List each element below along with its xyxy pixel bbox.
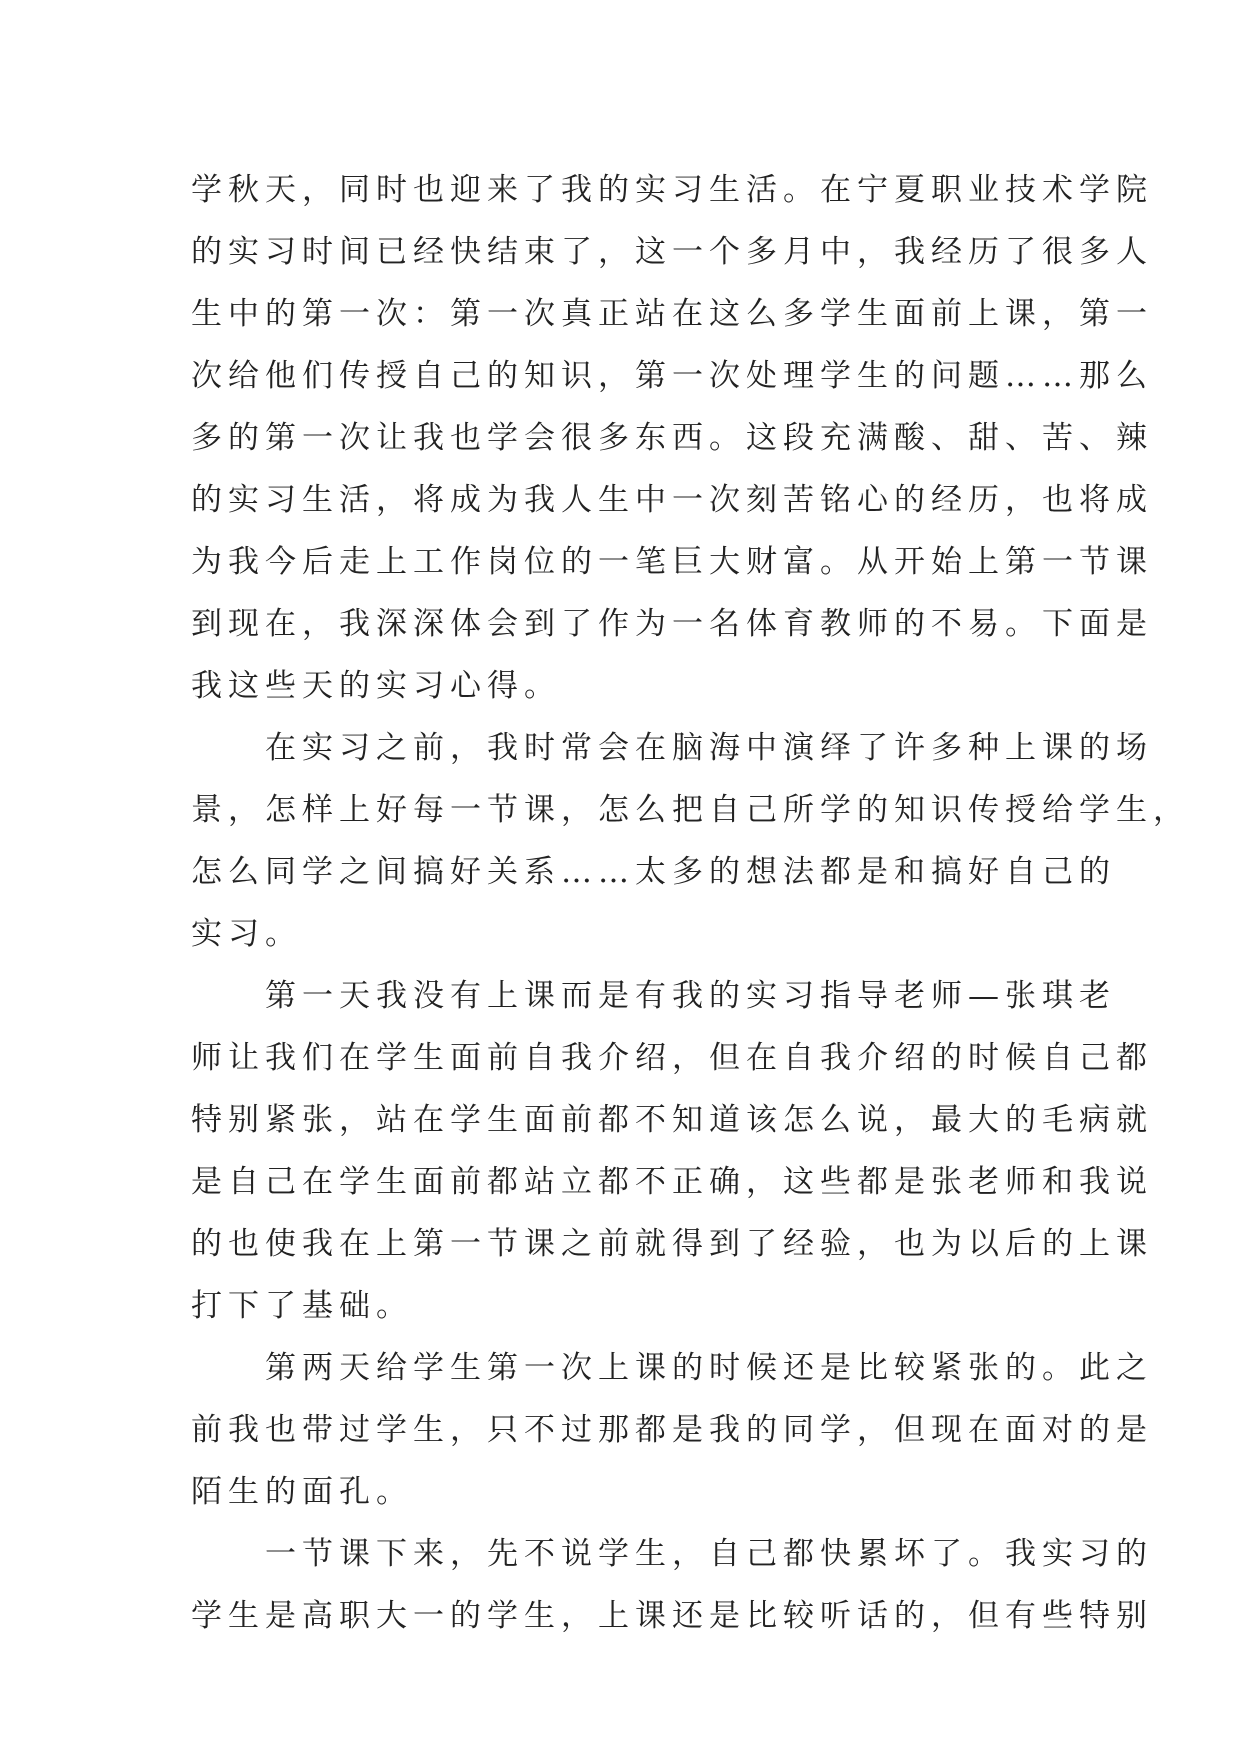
text-line: 生中的第一次：第一次真正站在这么多学生面前上课，第一 — [191, 296, 1153, 332]
text-line: 打下了基础。 — [191, 1288, 413, 1324]
paragraph-first-line: 一节课下来，先不说学生，自己都快累坏了。我实习的 — [265, 1536, 1153, 1572]
text-line: 为我今后走上工作岗位的一笔巨大财富。从开始上第一节课 — [191, 544, 1153, 580]
paragraph-first-line: 第一天我没有上课而是有我的实习指导老师—张琪老 — [265, 978, 1116, 1014]
text-line: 景，怎样上好每一节课，怎么把自己所学的知识传授给学生， — [191, 792, 1190, 828]
paragraph-first-line: 第两天给学生第一次上课的时候还是比较紧张的。此之 — [265, 1350, 1153, 1386]
text-line: 的实习时间已经快结束了，这一个多月中，我经历了很多人 — [191, 234, 1153, 270]
text-line: 多的第一次让我也学会很多东西。这段充满酸、甜、苦、辣 — [191, 420, 1153, 456]
text-line: 实习。 — [191, 916, 302, 952]
document-body — [191, 159, 1190, 1647]
text-line: 学生是高职大一的学生，上课还是比较听话的，但有些特别 — [191, 1598, 1153, 1634]
text-line: 的实习生活，将成为我人生中一次刻苦铭心的经历，也将成 — [191, 482, 1153, 518]
text-line: 前我也带过学生，只不过那都是我的同学，但现在面对的是 — [191, 1412, 1153, 1448]
text-line: 陌生的面孔。 — [191, 1474, 413, 1510]
text-line: 怎么同学之间搞好关系……太多的想法都是和搞好自己的 — [191, 854, 1116, 890]
text-line: 我这些天的实习心得。 — [191, 668, 561, 704]
text-line: 特别紧张，站在学生面前都不知道该怎么说，最大的毛病就 — [191, 1102, 1153, 1138]
text-line: 学秋天，同时也迎来了我的实习生活。在宁夏职业技术学院 — [191, 172, 1153, 208]
paragraph-first-line: 在实习之前，我时常会在脑海中演绎了许多种上课的场 — [265, 730, 1153, 766]
text-line: 的也使我在上第一节课之前就得到了经验，也为以后的上课 — [191, 1226, 1153, 1262]
text-line: 次给他们传授自己的知识，第一次处理学生的问题……那么 — [191, 358, 1153, 394]
text-line: 是自己在学生面前都站立都不正确，这些都是张老师和我说 — [191, 1164, 1153, 1200]
text-line: 到现在，我深深体会到了作为一名体育教师的不易。下面是 — [191, 606, 1153, 642]
text-line: 师让我们在学生面前自我介绍，但在自我介绍的时候自己都 — [191, 1040, 1153, 1076]
